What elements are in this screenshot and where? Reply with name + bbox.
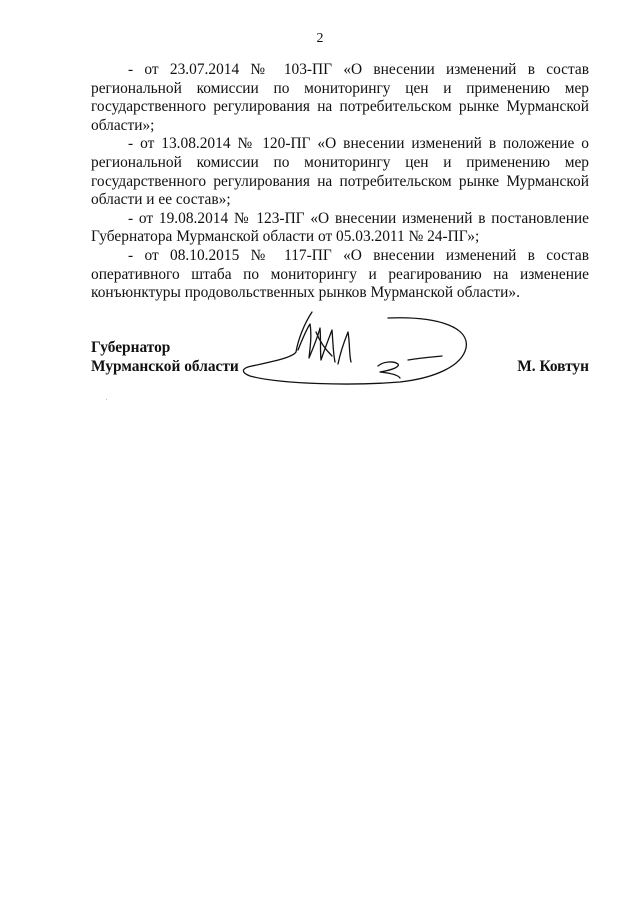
signatory-name: М. Ковтун xyxy=(517,358,589,375)
signatory-title xyxy=(91,338,239,376)
page-number: 2 xyxy=(316,31,324,46)
signatory-title-line-1: Губернатор xyxy=(91,339,171,356)
handwritten-signature-icon xyxy=(240,306,475,388)
list-item-decree-120: - от 13.08.2014 № 120-ПГ «О внесении изменений в положение о региональной комиссии по мониторингу цен и применению мер государственного регулирования на потребительском рынке Мурманской области и ее состав»; xyxy=(91,135,589,209)
document-body xyxy=(91,61,589,303)
signatory-title-line-2: Мурманской области xyxy=(91,358,239,375)
list-item-decree-117: - от 08.10.2015 № 117-ПГ «О внесении изменений в состав оперативного штаба по мониторингу и реагированию на изменение конъюнктуры продовольственных рынков Мурманской области». xyxy=(91,246,589,302)
list-item-decree-103: - от 23.07.2014 № 103-ПГ «О внесении изменений в состав региональной комиссии по мониторингу цен и применению мер государственного регулирования на потребительском рынке Мурманской области»; xyxy=(91,61,589,134)
scan-speck xyxy=(106,399,107,400)
list-item-decree-123: - от 19.08.2014 № 123-ПГ «О внесении изменений в постановление Губернатора Мурманской области от 05.03.2011 № 24-ПГ»; xyxy=(91,209,589,246)
